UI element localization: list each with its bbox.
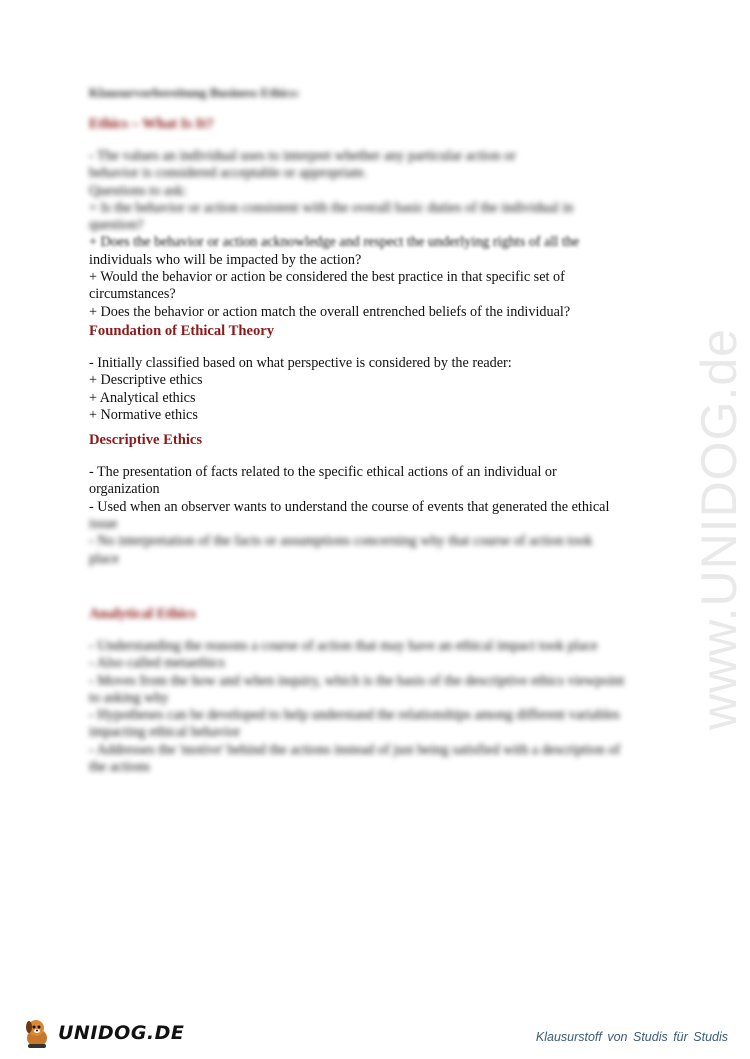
paragraph-line: - The values an individual uses to interpret whether any particular action or xyxy=(89,148,516,164)
paragraph-line: - No interpretation of the facts or assumptions concerning why that course of action took xyxy=(89,533,593,550)
document-title: Klausurvorbereitung Business Ethics: xyxy=(89,85,300,100)
heading-ethics-what-is-it: Ethics – What Is It? xyxy=(89,116,214,132)
paragraph-line: organization xyxy=(89,481,160,498)
paragraph-line: - Understanding the reasons a course of action that may have an ethical impact took place xyxy=(89,637,598,654)
document-body xyxy=(89,84,649,776)
heading-descriptive-ethics: Descriptive Ethics xyxy=(89,432,203,449)
footer-tagline: Klausurstoff von Studis für Studis xyxy=(535,1030,728,1044)
unidog-logo[interactable] xyxy=(22,1016,184,1050)
paragraph-line: behavior is considered acceptable or appropriate. xyxy=(89,165,368,182)
heading-foundation-of-ethical-theory: Foundation of Ethical Theory xyxy=(89,322,275,339)
paragraph-line: - Also called metaethics xyxy=(89,655,225,672)
paragraph-line: individuals who will be impacted by the action? xyxy=(89,251,362,268)
paragraph-line: question? xyxy=(89,217,144,234)
watermark: www.UNIDOG.de xyxy=(691,328,747,730)
paragraph-line: to asking why xyxy=(89,689,169,706)
paragraph-line: Questions to ask: xyxy=(89,182,187,199)
list-item: + Descriptive ethics xyxy=(89,372,203,389)
paragraph-line: + Does the behavior or action acknowledge and respect the underlying rights of all the xyxy=(89,234,580,251)
paragraph-line: - Hypotheses can be developed to help understand the relationships among different variables xyxy=(89,707,620,724)
paragraph-line: - Initially classified based on what perspective is considered by the reader: xyxy=(89,354,512,371)
list-item: + Analytical ethics xyxy=(89,389,196,406)
paragraph-line: - The presentation of facts related to the specific ethical actions of an individual or xyxy=(89,464,557,481)
paragraph-line: place xyxy=(89,550,119,567)
list-item: + Normative ethics xyxy=(89,406,198,423)
logo-text: UNIDOG.DE xyxy=(58,1022,185,1044)
paragraph-line: circumstances? xyxy=(89,286,176,303)
paragraph-line: + Is the behavior or action consistent with the overall basic duties of the individual in xyxy=(89,199,574,216)
paragraph-line: + Would the behavior or action be considered the best practice in that specific set of xyxy=(89,269,565,286)
heading-analytical-ethics: Analytical Ethics xyxy=(89,605,196,622)
paragraph-line: + Does the behavior or action match the overall entrenched beliefs of the individual? xyxy=(89,303,571,320)
paragraph-line: - Addresses the 'motive' behind the actions instead of just being satisfied with a description of xyxy=(89,741,621,758)
paragraph-line: the actions xyxy=(89,759,151,776)
paragraph-line: - Used when an observer wants to understand the course of events that generated the ethical xyxy=(89,498,610,515)
paragraph-line: impacting ethical behavior xyxy=(89,724,241,741)
paragraph-line: issue xyxy=(89,516,118,533)
paragraph-line: - Moves from the how and when inquiry, which is the basis of the descriptive ethics viewpoint xyxy=(89,672,625,689)
dog-mascot-icon xyxy=(22,1017,52,1049)
